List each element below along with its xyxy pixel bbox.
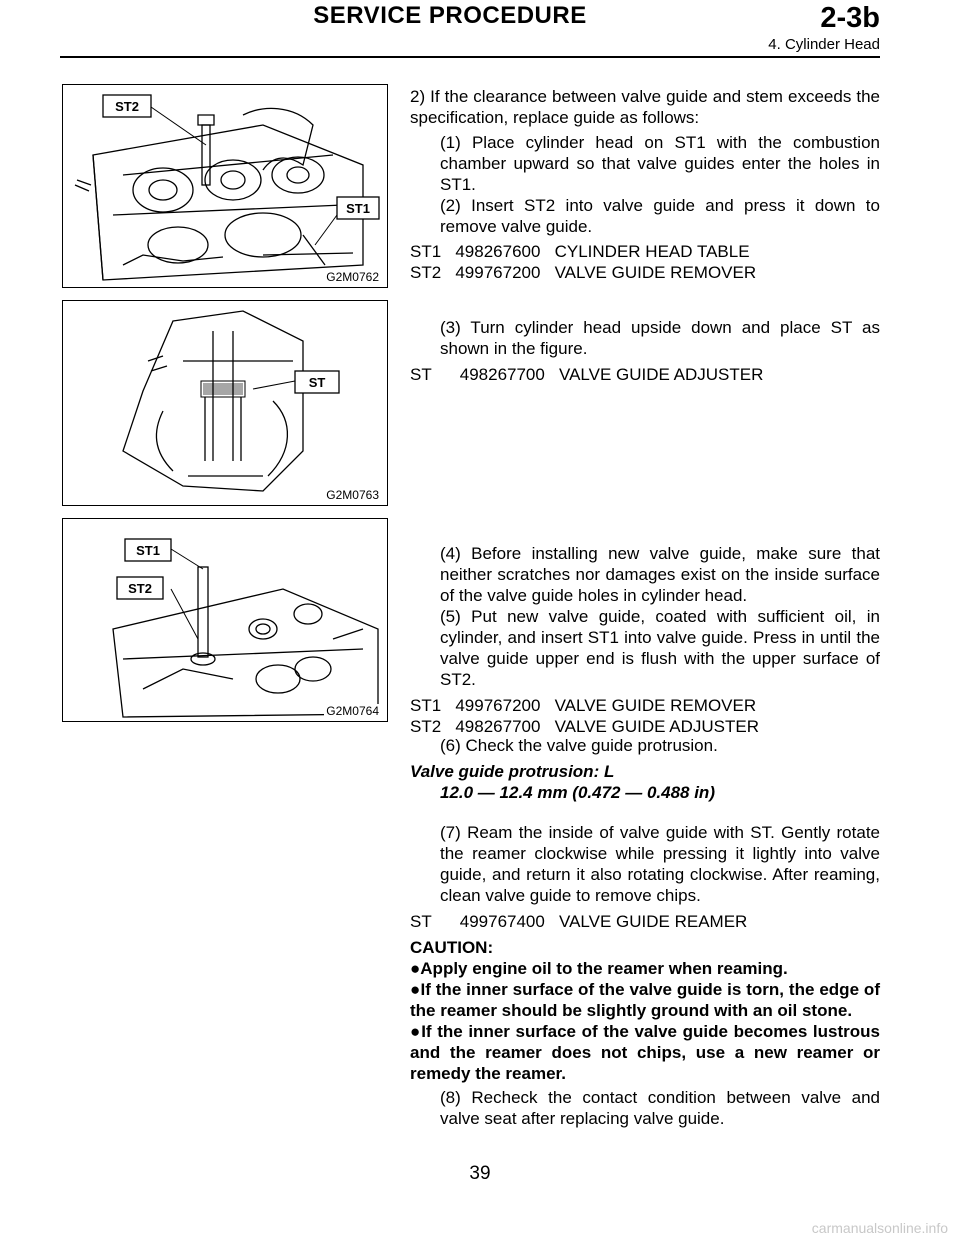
step-2-8: (8) Recheck the contact condition between valve and valve seat after replacing valve guide. (440, 1088, 880, 1128)
subsection-title: 4. Cylinder Head (768, 36, 880, 53)
section-code: 2-3b (820, 2, 880, 34)
text-block-4 (410, 735, 880, 1129)
caution-title: CAUTION: (410, 938, 494, 957)
figure-g2m0763 (62, 300, 388, 506)
callout-st2: ST2 (115, 99, 139, 114)
step-2-3: (3) Turn cylinder head upside down and place ST as shown in the figure. (440, 318, 880, 358)
text-block-3 (410, 543, 880, 737)
caution-item-1: ●Apply engine oil to the reamer when reaming. (410, 959, 788, 978)
figure-label: G2M0763 (326, 488, 379, 502)
text-block-1 (410, 86, 880, 283)
bullet-icon: ● (410, 980, 421, 999)
header-rule (60, 56, 880, 58)
caution-item-2: ●If the inner surface of the valve guide is torn, the edge of the reamer should be slightly ground with an oil stone. (410, 980, 880, 1020)
figure-g2m0762 (62, 84, 388, 288)
step-2-7: (7) Ream the inside of valve guide with ST. Gently rotate the reamer clockwise while pressing it lightly into valve guide, and return it also rotating clockwise. After reaming, clean valve guide to remove chips. (440, 823, 880, 905)
bullet-icon: ● (410, 959, 421, 978)
text-block-2 (410, 317, 880, 385)
callout-st1: ST1 (136, 543, 160, 558)
step-2-6: (6) Check the valve guide protrusion. (440, 736, 718, 755)
page-header (60, 2, 880, 56)
figure-g2m0762-drawing (63, 85, 386, 286)
step-2-5: (5) Put new valve guide, coated with sufficient oil, in cylinder, and insert ST1 into valve guide. Press in until the valve guide upper end is flush with the upper surface of ST2. (440, 607, 880, 689)
figure-g2m0764-drawing (63, 519, 386, 720)
footer-watermark: carmanualsonline.info (811, 1220, 948, 1236)
tool-st: ST 498267700 VALVE GUIDE ADJUSTER (410, 365, 764, 384)
caution-item-3: ●If the inner surface of the valve guide becomes lustrous and the reamer does not chips, use a new reamer or remedy the reamer. (410, 1022, 880, 1083)
section-title: SERVICE PROCEDURE (313, 2, 587, 29)
callout-st1: ST1 (346, 201, 370, 216)
page-number: 39 (469, 1163, 491, 1184)
tool-reamer: ST 499767400 VALVE GUIDE REAMER (410, 912, 748, 931)
tool-st1: ST1 498267600 CYLINDER HEAD TABLE (410, 242, 750, 261)
step-2: 2) If the clearance between valve guide and stem exceeds the specification, replace guide as follows: (410, 87, 880, 127)
tool-st2-adjuster: ST2 498267700 VALVE GUIDE ADJUSTER (410, 717, 759, 736)
figure-g2m0764 (62, 518, 388, 722)
callout-st: ST (308, 375, 326, 390)
figure-label: G2M0762 (326, 270, 379, 284)
spec-value: 12.0 — 12.4 mm (0.472 — 0.488 in) (440, 783, 715, 802)
callout-st2: ST2 (128, 581, 152, 596)
bullet-icon: ● (410, 1022, 422, 1041)
figure-g2m0763-drawing (63, 301, 386, 504)
step-2-1: (1) Place cylinder head on ST1 with the combustion chamber upward so that valve guides enter the holes in ST1. (440, 133, 880, 194)
figure-label: G2M0764 (326, 704, 379, 718)
spec-label: Valve guide protrusion: L (410, 762, 615, 781)
tool-st1-remover: ST1 499767200 VALVE GUIDE REMOVER (410, 696, 757, 715)
tool-st2: ST2 499767200 VALVE GUIDE REMOVER (410, 263, 757, 282)
step-2-2: (2) Insert ST2 into valve guide and press it down to remove valve guide. (440, 196, 880, 236)
step-2-4: (4) Before installing new valve guide, make sure that neither scratches nor damages exist on the inside surface of the valve guide holes in cylinder head. (440, 544, 880, 605)
